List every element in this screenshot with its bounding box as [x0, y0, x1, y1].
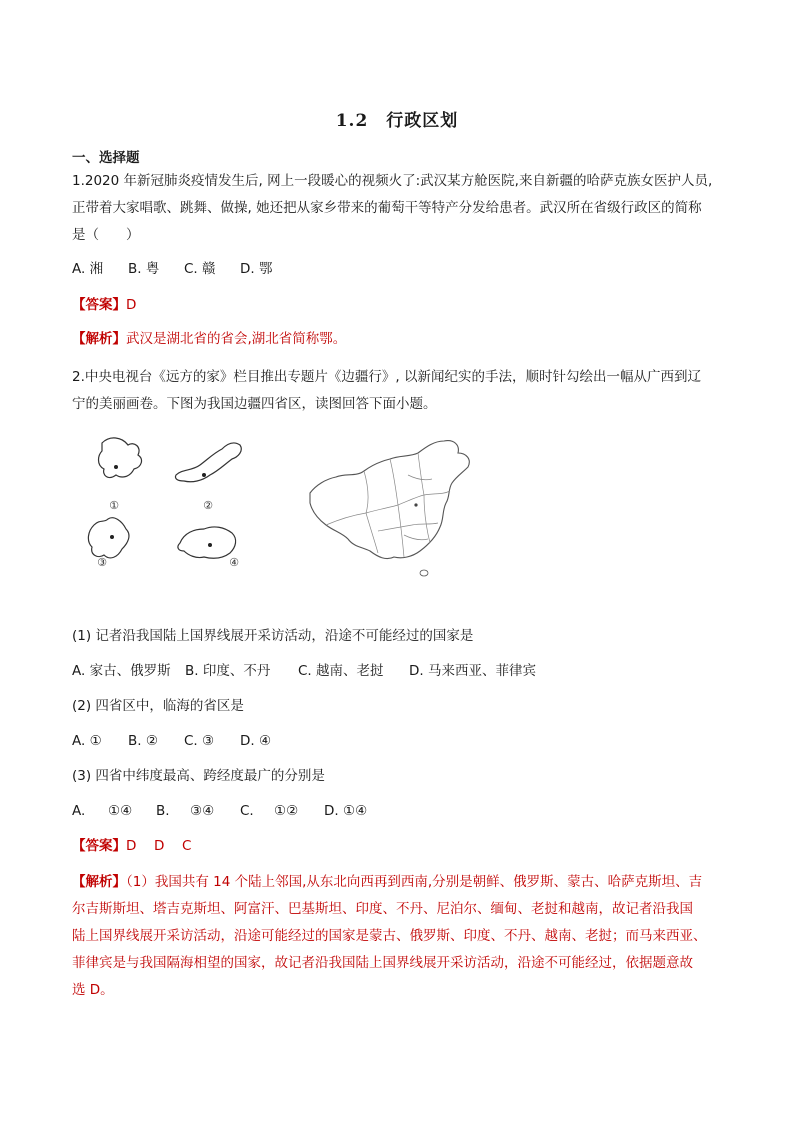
- q2-stem-line: 2.中央电视台《远方的家》栏目推出专题片《边疆行》, 以新闻纪实的手法，顺时针勾绘出一幅从广西到辽: [72, 369, 701, 385]
- china-outline: [310, 441, 469, 559]
- q2-sub2-options: [72, 728, 732, 755]
- analysis-line: 陆上国界线展开采访活动，沿途可能经过的国家是蒙古、俄罗斯、印度、不丹、越南、老挝；而马来西亚、: [72, 928, 707, 944]
- province-outline-3: [88, 518, 129, 558]
- q2-answer: [72, 833, 732, 860]
- q1-answer: [72, 292, 732, 319]
- province-outline-4: [178, 527, 236, 558]
- province-outlines-figure: [72, 425, 272, 575]
- answer-tag: 【答案】: [72, 838, 126, 854]
- q2-stem-line: 宁的美丽画卷。下图为我国边疆四省区，读图回答下面小题。: [72, 396, 437, 412]
- sub3-option-b-value: ③④: [190, 803, 215, 819]
- sub2-option-c: C. ③: [184, 733, 215, 749]
- q1-options: [72, 256, 732, 283]
- page-title: [0, 106, 794, 131]
- answer-value-2: D: [154, 838, 165, 854]
- analysis-line: 尔吉斯斯坦、塔吉克斯坦、阿富汗、巴基斯坦、印度、不丹、尼泊尔、缅甸、老挝和越南，故记者沿我国: [72, 901, 693, 917]
- figure-label-2: ②: [203, 499, 213, 512]
- q1-option-d: D. 鄂: [240, 261, 273, 277]
- title-number: 1.2: [335, 111, 369, 131]
- analysis-tag: 【解析】: [72, 331, 126, 347]
- q1-stem: [72, 168, 732, 249]
- sub3-option-d: D. ①④: [324, 803, 368, 819]
- sub2-option-a: A. ①: [72, 733, 102, 749]
- q1-stem-line: 正带着大家唱歌、跳舞、做操, 她还把从家乡带来的葡萄干等特产分发给患者。武汉所在省级行政区的简称: [72, 200, 702, 216]
- answer-tag: 【答案】: [72, 297, 126, 313]
- q2-sub3-options: [72, 798, 732, 825]
- capital-dot: [208, 543, 212, 547]
- province-outline-1: [99, 438, 142, 478]
- sub1-option-b: B. 印度、不丹: [185, 663, 271, 679]
- q2-sub3: (3) 四省中纬度最高、跨经度最广的分别是: [72, 768, 325, 784]
- capital-dot: [414, 503, 417, 506]
- sub1-option-a: A. 家古、俄罗斯: [72, 663, 171, 679]
- sub1-option-c: C. 越南、老挝: [298, 663, 384, 679]
- hainan-outline: [420, 570, 428, 576]
- analysis-line: 选 D。: [72, 982, 114, 998]
- capital-dot: [114, 465, 118, 469]
- figure-label-1: ①: [109, 499, 119, 512]
- q1-stem-line: 1.2020 年新冠肺炎疫情发生后, 网上一段暖心的视频火了:武汉某方舱医院,来自新疆的哈萨克族女医护人员,: [72, 173, 713, 189]
- figure-label-4: ④: [229, 556, 239, 569]
- q2-sub1: (1) 记者沿我国陆上国界线展开采访活动，沿途不可能经过的国家是: [72, 628, 474, 644]
- q2-sub2: (2) 四省区中，临海的省区是: [72, 698, 244, 714]
- analysis-text: 武汉是湖北省的省会,湖北省简称鄂。: [126, 331, 347, 347]
- capital-dot: [110, 535, 114, 539]
- sub3-option-a-letter: A.: [72, 803, 86, 819]
- q2-analysis: [72, 869, 732, 1004]
- analysis-line: 菲律宾是与我国隔海相望的国家，故记者沿我国陆上国界线展开采访活动，沿途不可能经过，依据题意故: [72, 955, 693, 971]
- q1-option-c: C. 赣: [184, 261, 216, 277]
- sub3-option-c-letter: C.: [240, 803, 254, 819]
- q2-stem: [72, 364, 732, 418]
- sub2-option-d: D. ④: [240, 733, 272, 749]
- sub3-option-a-value: ①④: [108, 803, 133, 819]
- china-map-figure: [300, 435, 495, 585]
- answer-value-1: D: [126, 838, 137, 854]
- sub3-option-c-value: ①②: [274, 803, 299, 819]
- sub3-option-b-letter: B.: [156, 803, 170, 819]
- answer-value: D: [126, 297, 137, 313]
- q2-sub1-options: [72, 658, 732, 685]
- sub2-option-b: B. ②: [128, 733, 158, 749]
- q1-option-b: B. 粤: [128, 261, 160, 277]
- answer-value-3: C: [182, 838, 192, 854]
- analysis-tag: 【解析】: [72, 874, 126, 890]
- analysis-line: （1）我国共有 14 个陆上邻国,从东北向西再到西南,分别是朝鲜、俄罗斯、蒙古、哈萨克斯坦、吉: [126, 874, 703, 890]
- capital-dot: [202, 473, 206, 477]
- q1-stem-line: 是（ ）: [72, 227, 140, 243]
- title-text: 行政区划: [386, 111, 459, 131]
- figure-label-3: ③: [97, 556, 107, 569]
- section-heading: 一、选择题: [72, 150, 140, 166]
- sub1-option-d: D. 马来西亚、菲律宾: [409, 663, 536, 679]
- q1-option-a: A. 湘: [72, 261, 104, 277]
- province-outline-2: [175, 443, 241, 482]
- q1-analysis: [72, 326, 732, 353]
